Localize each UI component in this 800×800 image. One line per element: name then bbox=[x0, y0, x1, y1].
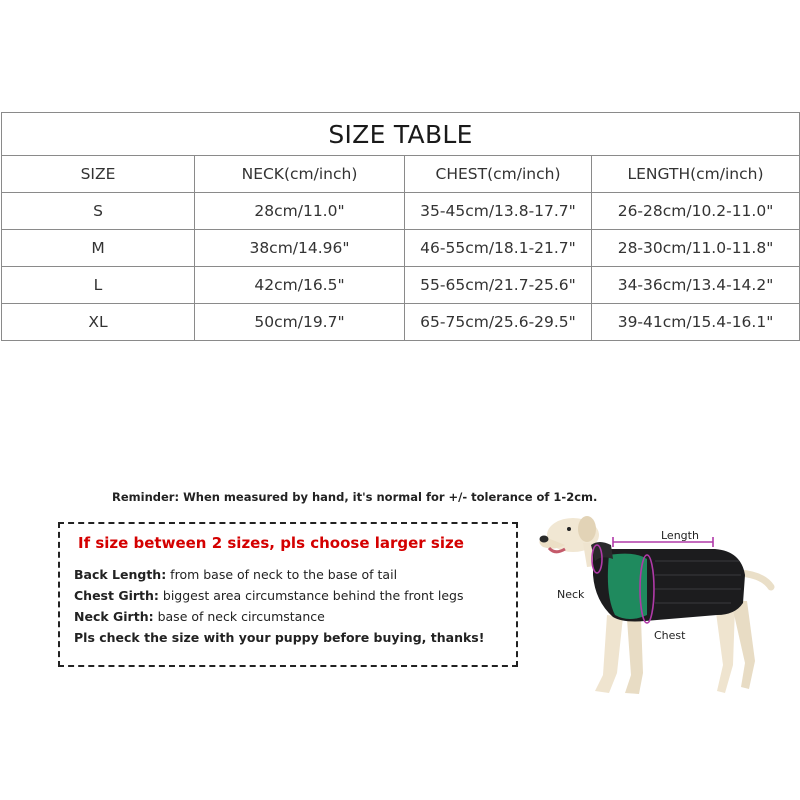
table-row bbox=[2, 230, 800, 267]
header-size: SIZE bbox=[2, 156, 195, 193]
length-cell: 26-28cm/10.2-11.0" bbox=[592, 193, 800, 230]
chest-cell: 35-45cm/13.8-17.7" bbox=[405, 193, 592, 230]
neck-cell: 50cm/19.7" bbox=[195, 304, 405, 341]
chest-label: Chest bbox=[654, 629, 686, 642]
table-row bbox=[2, 193, 800, 230]
header-length: LENGTH(cm/inch) bbox=[592, 156, 800, 193]
size-cell: XL bbox=[2, 304, 195, 341]
table-row bbox=[2, 267, 800, 304]
dog-illustration bbox=[535, 515, 800, 710]
neck-girth-note bbox=[74, 609, 325, 624]
header-neck: NECK(cm/inch) bbox=[195, 156, 405, 193]
size-cell: M bbox=[2, 230, 195, 267]
neck-label: Neck bbox=[557, 588, 585, 601]
chest-girth-label: Chest Girth: bbox=[74, 588, 159, 603]
size-cell: S bbox=[2, 193, 195, 230]
size-cell: L bbox=[2, 267, 195, 304]
chest-girth-note bbox=[74, 588, 463, 603]
length-label: Length bbox=[661, 529, 699, 542]
chest-cell: 46-55cm/18.1-21.7" bbox=[405, 230, 592, 267]
chest-cell: 65-75cm/25.6-29.5" bbox=[405, 304, 592, 341]
table-row bbox=[2, 304, 800, 341]
length-cell: 39-41cm/15.4-16.1" bbox=[592, 304, 800, 341]
back-length-text: from base of neck to the base of tail bbox=[166, 567, 398, 582]
reminder-text: Reminder: When measured by hand, it's normal for +/- tolerance of 1-2cm. bbox=[112, 490, 598, 504]
neck-girth-text: base of neck circumstance bbox=[153, 609, 325, 624]
measurement-notes-box bbox=[58, 522, 518, 667]
length-cell: 28-30cm/11.0-11.8" bbox=[592, 230, 800, 267]
table-header-row bbox=[2, 156, 800, 193]
back-length-note bbox=[74, 567, 397, 582]
neck-girth-label: Neck Girth: bbox=[74, 609, 154, 624]
header-chest: CHEST(cm/inch) bbox=[405, 156, 592, 193]
check-size-note: Pls check the size with your puppy before buying, thanks! bbox=[74, 630, 485, 645]
back-length-label: Back Length: bbox=[74, 567, 167, 582]
chest-cell: 55-65cm/21.7-25.6" bbox=[405, 267, 592, 304]
size-table bbox=[1, 112, 800, 341]
length-cell: 34-36cm/13.4-14.2" bbox=[592, 267, 800, 304]
neck-cell: 38cm/14.96" bbox=[195, 230, 405, 267]
size-advice-title: If size between 2 sizes, pls choose larger size bbox=[78, 534, 464, 552]
dog-measurement-diagram bbox=[535, 515, 800, 710]
neck-cell: 28cm/11.0" bbox=[195, 193, 405, 230]
chest-girth-text: biggest area circumstance behind the front legs bbox=[158, 588, 464, 603]
table-title: SIZE TABLE bbox=[2, 113, 800, 156]
neck-cell: 42cm/16.5" bbox=[195, 267, 405, 304]
